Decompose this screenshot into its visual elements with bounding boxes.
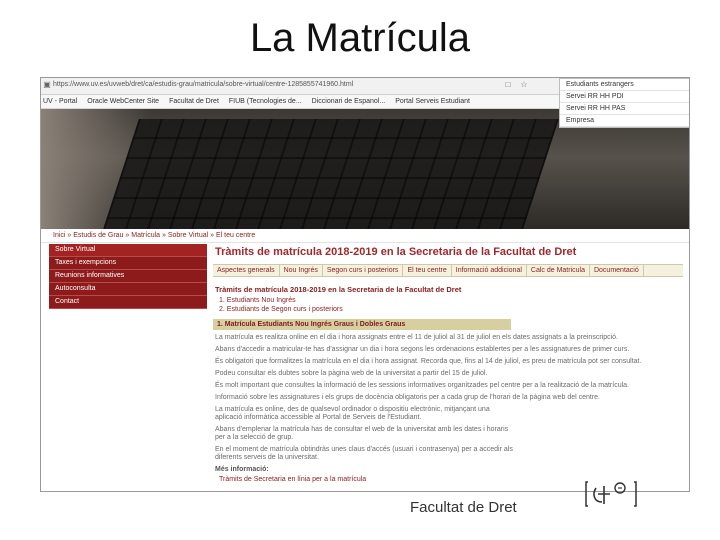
paragraph: Abans d'emplenar la matrícula has de consultar el web de la universitat amb les dates i horaris per a la selecció de grup. xyxy=(215,426,509,441)
breadcrumb: Inici » Estudis de Grau » Matrícula » Sobre Virtual » El teu centre xyxy=(41,229,689,243)
dropdown-item[interactable]: Servei RR HH PAS xyxy=(560,103,690,115)
bookmark-item[interactable]: Facultat de Dret xyxy=(169,98,219,105)
main-content xyxy=(213,244,683,483)
tab-item[interactable]: Segon curs i posteriors xyxy=(323,265,404,276)
side-menu-item[interactable]: Contact xyxy=(49,296,207,309)
tab-item[interactable]: Documentació xyxy=(590,265,644,276)
tab-item[interactable]: Aspectes generals xyxy=(213,265,280,276)
bookmark-item[interactable]: UV - Portal xyxy=(43,98,78,105)
tab-item[interactable]: Informació addicional xyxy=(452,265,527,276)
browser-screenshot xyxy=(40,77,690,492)
breadcrumb-item[interactable]: Matrícula xyxy=(131,232,161,239)
url-text: https://www.uv.es/uvweb/dret/ca/estudis-grau/matricula/sobre-virtual/centre-1285855741960.html xyxy=(53,81,354,88)
bookmark-item[interactable]: Portal Serveis Estudiant xyxy=(395,98,470,105)
paragraph: La matrícula es online, des de qualsevol ordinador o dispositiu electrònic, mitjançant una aplicació informàtica accessible al Portal de Serveis de l'Estudiant. xyxy=(215,406,490,421)
slide-title: La Matrícula xyxy=(249,16,471,60)
tab-item[interactable]: Calc de Matricula xyxy=(527,265,590,276)
side-menu-item[interactable]: Autoconsulta xyxy=(49,283,207,296)
bookmark-icon[interactable]: □ xyxy=(505,80,511,89)
paragraph: En el moment de matrícula obtindràs unes claus d'accés (usuari i contrasenya) per a accedir als diferents serveis de la universitat. xyxy=(215,446,513,461)
toc-link[interactable]: 2. Estudiants de Segon curs i posteriors xyxy=(219,306,343,313)
slide-footer: Facultat de Dret xyxy=(410,499,517,516)
side-menu-item[interactable]: Taxes i exempcions xyxy=(49,257,207,270)
breadcrumb-item[interactable]: Estudis de Grau xyxy=(73,232,124,239)
dropdown-item[interactable]: Estudiants estrangers xyxy=(560,79,690,91)
breadcrumb-item[interactable]: Sobre Virtual xyxy=(167,232,209,239)
tab-item[interactable]: Nou Ingrés xyxy=(280,265,323,276)
bookmark-item[interactable]: Oracle WebCenter Site xyxy=(87,98,160,105)
bookmark-dropdown-menu xyxy=(559,78,690,128)
toc-link[interactable]: 1. Estudiants Nou Ingrés xyxy=(219,297,296,304)
page-heading: Tràmits de matrícula 2018-2019 en la Secretaria de la Facultat de Dret xyxy=(215,246,577,258)
breadcrumb-item[interactable]: Inici xyxy=(53,232,66,239)
paragraph: És obligatori que formalitzes la matrícula en el dia i hora assignat. Recorda que, fins al 14 de juliol, es preu de matrícula pot ser consultat. xyxy=(215,358,642,365)
bookmark-item[interactable]: Diccionari de Espanol... xyxy=(311,98,386,105)
more-info-label: Més informació: xyxy=(215,466,269,473)
star-icon[interactable]: ☆ xyxy=(520,80,528,89)
dropdown-item[interactable]: Empresa xyxy=(560,115,690,127)
side-menu-item[interactable]: Sobre Virtual xyxy=(49,244,207,257)
info-link[interactable]: Tràmits de Secretaria en línia per a la matrícula xyxy=(219,476,367,483)
paragraph: Informació sobre les assignatures i els grups de docència obligatoris per a cada grup de l'horari de la pàgina web del centre. xyxy=(215,394,601,401)
breadcrumb-item: El teu centre xyxy=(215,232,256,239)
faculty-logo-icon xyxy=(582,476,640,516)
paragraph: Podeu consultar els dubtes sobre la pàgina web de la universitat a partir del 15 de juliol. xyxy=(215,370,488,377)
dropdown-item[interactable]: Servei RR HH PDI xyxy=(560,91,690,103)
keyboard-keys xyxy=(103,119,559,229)
section-title: 1. Matrícula Estudiants Nou Ingrés Graus i Dobles Graus xyxy=(213,319,511,330)
side-menu xyxy=(49,244,207,309)
content-tabs xyxy=(213,264,683,277)
bookmark-item[interactable]: FIUB (Tecnologies de... xyxy=(228,98,302,105)
side-menu-item[interactable]: Reunions informatives xyxy=(49,270,207,283)
paragraph: És molt important que consultes la informació de les sessions informatives organitzades pel centre per a la realització de la matrícula. xyxy=(215,382,629,389)
paragraph: La matrícula es realitza online en el dia i hora assignats entre el 11 de juliol al 31 de juliol en els dates assignats a la preinscripció. xyxy=(215,334,618,341)
sub-heading: Tràmits de matrícula 2018-2019 en la Secretaria de la Facultat de Dret xyxy=(215,285,462,294)
lock-icon: ▣ xyxy=(43,80,51,89)
tab-item[interactable]: El teu centre xyxy=(403,265,451,276)
table-of-contents xyxy=(219,296,683,314)
paragraph: Abans d'accedir a matricular-te has d'assignar un dia i hora segons les ordenacions establertes per a les assignatures de primer curs. xyxy=(215,346,630,353)
